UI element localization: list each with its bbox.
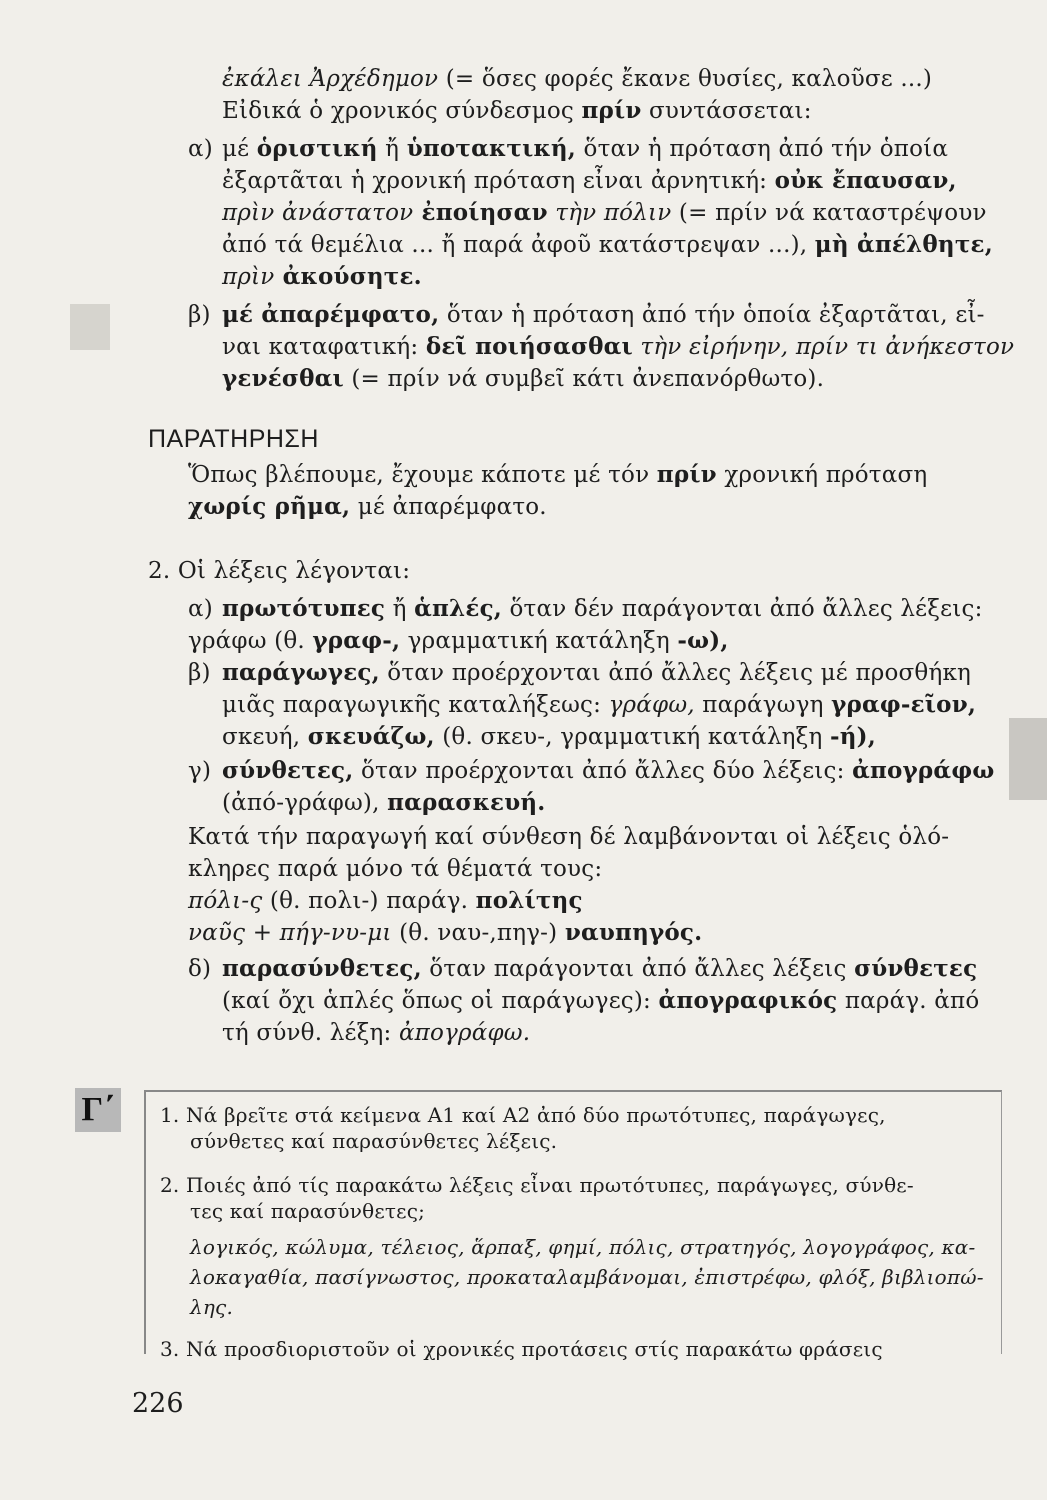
exercise-line: 3. Νά προσδιοριστοῦν οἱ χρονικές προτάσεις στίς παρακάτω φράσεις [160, 1337, 883, 1361]
text-line: πρὶν ἀκούσητε. [222, 263, 422, 290]
exercise-line: σύνθετες καί παρασύνθετες λέξεις. [190, 1129, 558, 1153]
section-intro: 2. Οἱ λέξεις λέγονται: [148, 558, 411, 584]
list-marker: β) [188, 660, 211, 686]
text-line: Εἰδικά ὁ χρονικός σύνδεσμος πρίν συντάσσεται: [222, 97, 812, 124]
text-line: ἐκάλει Ἀρχέδημον (= ὅσες φορές ἔκανε θυσίες, καλοῦσε ...) [222, 66, 933, 92]
text-line: μέ ὁριστική ἤ ὑποτακτική, ὅταν ἡ πρόταση ἀπό τήν ὁποία [222, 135, 949, 162]
text-line: τή σύνθ. λέξη: ἀπογράφω. [222, 1020, 531, 1046]
text-line: παράγωγες, ὅταν προέρχονται ἀπό ἄλλες λέξεις μέ προσθήκη [222, 659, 972, 686]
show-through-mark [70, 304, 110, 350]
list-marker: α) [188, 136, 213, 162]
list-marker: β) [188, 302, 211, 328]
text-line: γράφω (θ. γραφ-, γραμματική κατάληξη -ω), [188, 627, 729, 654]
exercise-line: 1. Νά βρεῖτε στά κείμενα Α1 καί Α2 ἀπό δύο πρωτότυπες, παράγωγες, [160, 1103, 886, 1127]
exercise-words-line: λοκαγαθία, πασίγνωστος, προκαταλαμβάνομαι, ἐπιστρέφω, φλόξ, βιβλιοπώ- [190, 1265, 984, 1289]
text-line: Κατά τήν παραγωγή καί σύνθεση δέ λαμβάνονται οἱ λέξεις ὁλό- [188, 824, 950, 850]
text-line: μέ ἀπαρέμφατο, ὅταν ἡ πρόταση ἀπό τήν ὁποία ἐξαρτᾶται, εἶ- [222, 301, 985, 328]
text-line: σύνθετες, ὅταν προέρχονται ἀπό ἄλλες δύο λέξεις: ἀπογράφω [222, 757, 995, 784]
list-marker: δ) [188, 956, 212, 982]
list-marker: α) [188, 596, 213, 622]
text-line: (καί ὄχι ἁπλές ὅπως οἱ παράγωγες): ἀπογραφικός παράγ. ἀπό [222, 987, 980, 1014]
text-line: ἀπό τά θεμέλια ... ἤ παρά ἀφοῦ κατάστρεψαν ...), μὴ ἀπέλθητε, [222, 231, 993, 258]
text-line: πρωτότυπες ἤ ἁπλές, ὅταν δέν παράγονται ἀπό ἄλλες λέξεις: [222, 595, 983, 622]
page-number: 226 [132, 1388, 184, 1419]
text-line: Ὅπως βλέπουμε, ἔχουμε κάποτε μέ τόν πρίν χρονική πρόταση [188, 461, 928, 488]
text-line: γενέσθαι (= πρίν νά συμβεῖ κάτι ἀνεπανόρθωτο). [222, 365, 825, 392]
text-line: παρασύνθετες, ὅταν παράγονται ἀπό ἄλλες λέξεις σύνθετες [222, 955, 978, 982]
example-line: ναῦς + πήγ-νυ-μι (θ. ναυ-,πηγ-) ναυπηγός. [188, 919, 703, 946]
text-line: ἐξαρτᾶται ἡ χρονική πρόταση εἶναι ἀρνητική: οὐκ ἔπαυσαν, [222, 167, 957, 194]
example-line: πόλι-ς (θ. πολι-) παράγ. πολίτης [188, 887, 583, 914]
exercise-words-line: λης. [190, 1295, 234, 1319]
text-line: κληρες παρά μόνο τά θέματά τους: [188, 856, 603, 882]
exercise-line: τες καί παρασύνθετες; [190, 1199, 426, 1223]
list-marker: γ) [188, 758, 212, 784]
exercise-section-marker: Γ΄ [75, 1088, 121, 1132]
exercise-line: 2. Ποιές ἀπό τίς παρακάτω λέξεις εἶναι πρωτότυπες, παράγωγες, σύνθε- [160, 1173, 914, 1197]
text-line: (ἀπό-γράφω), παρασκευή. [222, 789, 546, 816]
text-line: σκευή, σκευάζω, (θ. σκευ-, γραμματική κατάληξη -ή), [222, 723, 876, 750]
text-line: χωρίς ρῆμα, μέ ἀπαρέμφατο. [188, 493, 547, 520]
text-line: πρὶν ἀνάστατον ἐποίησαν τὴν πόλιν (= πρίν νά καταστρέψουν [222, 199, 987, 226]
note-heading: ΠΑΡΑΤΗΡΗΣΗ [148, 425, 319, 453]
text-line: ναι καταφατική: δεῖ ποιήσασθαι τὴν εἰρήνην, πρίν τι ἀνήκεστον [222, 333, 1015, 360]
text-line: μιᾶς παραγωγικῆς καταλήξεως: γράφω, παράγωγη γραφ-εῖον, [222, 691, 977, 718]
page-edge-shadow [1009, 718, 1047, 800]
exercise-words-line: λογικός, κώλυμα, τέλειος, ἅρπαξ, φημί, πόλις, στρατηγός, λογογράφος, κα- [190, 1235, 976, 1259]
